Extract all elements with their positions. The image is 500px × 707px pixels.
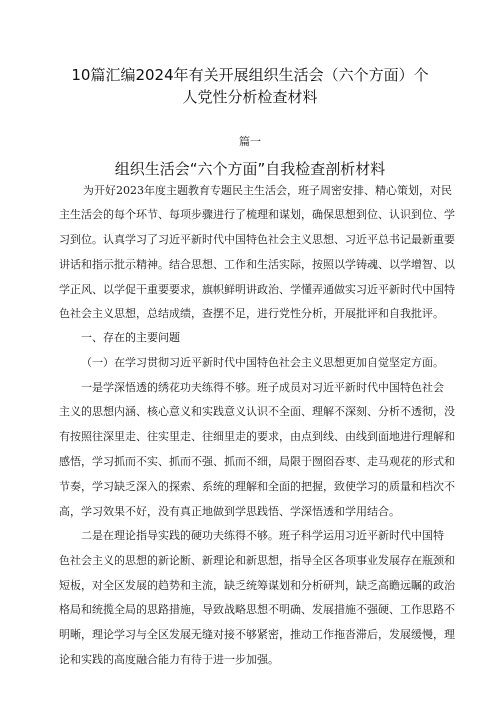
document-title-line-2: 人党性分析检查材料: [182, 88, 318, 106]
paragraph-line: 一是学深悟透的绣花功夫练得不够。班子成员对习近平新时代中国特色社会: [81, 381, 444, 394]
paragraph-line: 二是在理论指导实践的硬功夫练得不够。班子科学运用习近平新时代中国特: [81, 529, 444, 542]
intro-line: 习到位。认真学习了习近平新时代中国特色社会主义思想、习近平总书记最新重要: [59, 233, 455, 246]
paragraph-line: 格局和统揽全局的思路措施，导致战略思想不明确、发展措施不强硬、工作思路不: [59, 603, 455, 616]
section-heading: 一、存在的主要问题: [81, 331, 180, 344]
paragraph-line: 高，学习效果不好，没有真正地做到学思践悟、学深悟透和学用结合。: [59, 505, 400, 518]
paragraph-line: 明晰，理论学习与全区发展无缝对接不够紧密，推动工作拖沓滞后，发展缓慢，理: [59, 628, 455, 641]
paragraph-line: 论和实践的高度融合能力有待于进一步加强。: [59, 653, 279, 666]
document-title-line-1: 10篇汇编2024年有关开展组织生活会（六个方面）个: [71, 66, 429, 84]
paragraph-line: 短板，对全区发展的趋势和主流，缺乏统筹谋划和分析研判，缺乏高瞻远瞩的政治: [59, 579, 455, 592]
paragraph-line: 有按照往深里走、往实里走、往细里走的要求，由点到线、由线到面地进行理解和: [59, 430, 455, 443]
paragraph-line: 节奏，学习缺乏深入的探索、系统的理解和全面的把握，致使学习的质量和档次不: [59, 480, 455, 493]
paragraph-line: 色社会主义的思想的新论断、新理论和新思想，指导全区各项事业发展存在瓶颈和: [59, 554, 455, 567]
intro-line: 为开好2023年度主题教育专题民主生活会，班子周密安排、精心策划，对民: [83, 184, 452, 197]
paragraph-line: 感悟，学习抓而不实、抓而不强、抓而不细，局限于囫囵吞枣、走马观花的形式和: [59, 455, 455, 468]
intro-line: 色社会主义思想，总结成绩，查摆不足，进行党性分析，开展批评和自我批评。: [59, 307, 444, 320]
section-title: 组织生活会“六个方面”自我检查剖析材料: [114, 160, 386, 178]
intro-line: 主生活会的每个环节、每项步骤进行了梳理和谋划，确保思想到位、认识到位、学: [59, 208, 455, 221]
part-label: 篇一: [239, 135, 261, 148]
intro-line: 学正风、以学促干重要要求，旗帜鲜明讲政治、学懂弄通做实习近平新时代中国特: [59, 283, 455, 296]
intro-line: 讲话和指示批示精神。结合思想、工作和生活实际，按照以学铸魂、以学增智、以: [59, 258, 455, 271]
subsection-heading: （一）在学习贯彻习近平新时代中国特色社会主义思想更加自觉坚定方面。: [81, 356, 444, 369]
paragraph-line: 主义的思想内涵、核心意义和实践意义认识不全面、理解不深刻、分析不透彻，没: [59, 405, 455, 418]
